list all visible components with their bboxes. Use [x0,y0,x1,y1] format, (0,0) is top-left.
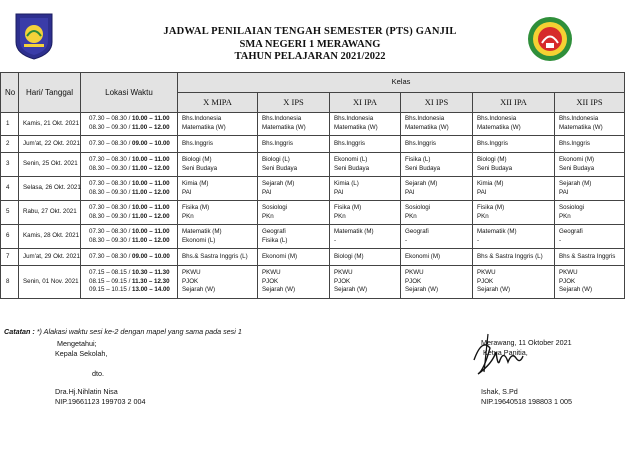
row-day: Senin, 25 Okt. 2021 [19,153,81,177]
subject-text: Bhs.Indonesia [559,115,599,123]
subject-text: Fisika (M) [477,203,505,211]
row-time [81,201,178,225]
place-date: Merawang, 11 Oktober 2021 [481,338,572,347]
row-number: 1 [1,113,19,136]
subject-text: Bhs.Inggris [405,139,436,147]
header-no: No [1,73,19,113]
subject-text: Matematika (W) [182,124,226,131]
time-range: 07.30 – 08.30 / [89,139,133,147]
table-row [1,153,625,177]
subject-cell [555,266,625,299]
row-number: 3 [1,153,19,177]
subject-cell [178,153,258,177]
subject-cell [473,266,555,299]
subject-text: Bhs.Indonesia [405,115,445,123]
header-day: Hari/ Tanggal [19,73,81,113]
time-range-alt: 11.30 – 12.30 [132,277,170,285]
header-class-x-ips: X IPS [258,93,330,113]
subject-text: PAI [262,188,272,196]
subject-cell [330,266,401,299]
subject-text: PKWU [405,269,424,277]
subject-text: Bhs.Indonesia [262,115,302,123]
subject-cell [473,153,555,177]
subject-cell [473,177,555,201]
time-slot [89,180,173,189]
subject-text: Kimia (L) [334,179,359,187]
subject-cell [330,113,401,136]
subject-text: Fisika (L) [405,155,431,163]
time-range: 08.15 – 09.15 / [89,277,133,285]
subject-text: - [559,236,562,244]
time-slot [89,189,173,198]
header-time: Lokasi Waktu [81,73,178,113]
subject-text: Matematik (M) [182,227,222,235]
subject-cell [258,266,330,299]
time-range: 07.30 – 08.30 / [89,179,133,187]
notes-section [0,318,600,450]
subject-text: Bhs.Indonesia [334,115,374,123]
subject-text: Bhs.Inggris [477,139,508,147]
subject-cell [401,113,473,136]
subject-text: Sejarah (W) [559,286,593,294]
subject-text: Sosiologi [262,203,288,211]
time-slot [89,124,173,133]
subject-text: Biologi (M) [334,252,364,260]
time-range-alt: 10.30 – 11.30 [132,269,170,277]
row-day: Rabu, 27 Okt. 2021 [19,201,81,225]
subject-text: Geografi [262,227,286,235]
time-range-alt: 10.00 – 11.00 [132,179,170,187]
subject-text: Sejarah (W) [262,286,296,294]
time-range-alt: 10.00 – 11.00 [132,155,170,163]
subject-text: PAI [334,188,344,196]
row-number: 5 [1,201,19,225]
subject-cell [473,136,555,153]
subject-text: PAI [477,188,487,196]
subject-text: PJOK [405,277,422,285]
subject-cell [555,153,625,177]
subject-text: Biologi (M) [477,155,507,163]
time-range: 08.30 – 09.30 / [89,212,133,220]
subject-text: PKn [262,212,274,220]
time-range: 07.30 – 08.30 / [89,252,133,260]
row-day: Selasa, 26 Okt. 2021 [19,177,81,201]
subject-text: Seni Budaya [559,164,595,172]
subject-cell [401,266,473,299]
subject-cell [258,249,330,266]
subject-text: Bhs.& Sastra Inggris (L) [182,252,248,260]
time-slot [89,115,173,124]
subject-text: Sejarah (M) [262,179,295,187]
subject-text: Bhs & Sastra Inggris (L) [477,252,543,260]
subject-cell [258,225,330,249]
subject-text: PKWU [559,269,578,277]
subject-cell [555,249,625,266]
subject-cell [330,201,401,225]
subject-cell [555,113,625,136]
time-slot [89,156,173,165]
subject-text: PJOK [262,277,279,285]
subject-text: Seni Budaya [405,164,441,172]
subject-cell [330,153,401,177]
subject-text: Biologi (M) [182,155,212,163]
subject-text: Matematika (W) [334,124,378,131]
subject-text: PJOK [477,277,494,285]
table-row [1,266,625,299]
subject-text: Bhs.Inggris [559,139,590,147]
subject-cell [555,177,625,201]
subject-text: Sosiologi [405,203,431,211]
time-range: 07.30 – 08.30 / [89,227,133,235]
subject-text: Kimia (M) [182,179,209,187]
subject-cell [330,225,401,249]
subject-text: Biologi (L) [262,155,290,163]
header-class-xi-ips: XI IPS [401,93,473,113]
time-range: 08.30 – 09.30 / [89,164,133,172]
subject-cell [401,249,473,266]
subject-text: PKn [559,212,571,220]
subject-text: Bhs.Inggris [262,139,293,147]
time-range-alt: 11.00 – 12.00 [132,236,170,244]
subject-text: Ekonomi (M) [559,155,595,163]
subject-text: Matematik (M) [334,227,374,235]
subject-cell [178,249,258,266]
time-range-alt: 11.00 – 12.00 [132,212,170,220]
row-time [81,266,178,299]
time-slot [89,140,173,149]
subject-text: PKWU [262,269,281,277]
subject-text: Fisika (M) [334,203,362,211]
subject-cell [330,136,401,153]
subject-text: Ekonomi (L) [182,236,216,244]
subject-cell [258,201,330,225]
time-slot [89,286,173,295]
subject-text: Sejarah (W) [334,286,368,294]
subject-cell [473,113,555,136]
subject-text: PJOK [334,277,351,285]
time-slot [89,228,173,237]
time-range-alt: 13.00 – 14.00 [132,286,170,294]
row-time [81,249,178,266]
subject-cell [178,177,258,201]
subject-cell [258,177,330,201]
row-number: 6 [1,225,19,249]
time-slot [89,237,173,246]
subject-text: Matematika (W) [477,124,521,131]
subject-text: Sejarah (W) [182,286,216,294]
subject-text: Sejarah (M) [405,179,438,187]
catatan-label: Catatan : [4,327,35,336]
row-day: Senin, 01 Nov. 2021 [19,266,81,299]
row-day: Jum'at, 29 Okt. 2021 [19,249,81,266]
subject-text: Bhs.Indonesia [182,115,222,123]
subject-text: PKWU [182,269,201,277]
row-time [81,177,178,201]
row-number: 2 [1,136,19,153]
regency-emblem-icon [14,12,54,60]
time-range: 08.30 – 09.30 / [89,124,133,131]
subject-text: Matematika (W) [559,124,603,131]
subject-text: Seni Budaya [477,164,513,172]
subject-cell [330,249,401,266]
document-header [0,0,600,72]
subject-text: PJOK [559,277,576,285]
title-line-1: JADWAL PENILAIAN TENGAH SEMESTER (PTS) GANJIL [163,26,457,37]
committee-chair-title: Ketua Panitia, [483,348,528,357]
row-time [81,153,178,177]
time-range-alt: 11.00 – 12.00 [132,188,170,196]
time-slot [89,278,173,287]
subject-text: Sejarah (W) [405,286,439,294]
time-range-alt: 10.00 – 11.00 [132,115,170,123]
dto-text: dto. [92,369,104,378]
catatan-text: *) Alakasi waktu sesi ke-2 dengan mapel yang sama pada sesi 1 [34,327,242,336]
subject-text: - [477,236,480,244]
row-number: 4 [1,177,19,201]
subject-text: Ekonomi (M) [262,252,298,260]
time-slot [89,213,173,222]
kepala-sekolah-text: Kepala Sekolah, [55,349,108,358]
subject-text: - [405,236,408,244]
header-kelas: Kelas [178,73,625,93]
schedule-table [0,72,625,299]
table-row [1,113,625,136]
subject-text: Geografi [559,227,583,235]
subject-cell [401,136,473,153]
time-range: 08.30 – 09.30 / [89,188,133,196]
catatan-note [4,327,242,336]
time-slot [89,253,173,262]
table-row [1,136,625,153]
subject-text: PJOK [182,277,199,285]
subject-text: Fisika (L) [262,236,288,244]
subject-text: Sejarah (M) [559,179,592,187]
time-range-alt: 11.00 – 12.00 [132,164,170,172]
row-time [81,113,178,136]
subject-text: Matematika (W) [262,124,306,131]
time-range: 07.30 – 08.30 / [89,155,133,163]
header-class-xii-ips: XII IPS [555,93,625,113]
time-range: 08.30 – 09.30 / [89,236,133,244]
subject-cell [178,136,258,153]
subject-cell [473,201,555,225]
subject-text: Seni Budaya [262,164,298,172]
time-range-alt: 09.00 – 10.00 [132,252,170,260]
subject-text: Ekonomi (L) [334,155,368,163]
subject-text: Kimia (M) [477,179,504,187]
subject-cell [473,225,555,249]
subject-cell [178,225,258,249]
subject-text: PKWU [334,269,353,277]
time-slot [89,165,173,174]
subject-cell [178,113,258,136]
subject-text: PAI [405,188,415,196]
principal-name: Dra.Hj.Nihlatin Nisa [55,387,118,396]
subject-text: Sejarah (W) [477,286,511,294]
subject-text: Bhs.Indonesia [477,115,517,123]
subject-text: Matematika (W) [405,124,449,131]
time-range-alt: 11.00 – 12.00 [132,124,170,131]
header-class-xii-ipa: XII IPA [473,93,555,113]
table-row [1,225,625,249]
time-range: 07.15 – 08.15 / [89,269,133,277]
subject-text: Seni Budaya [334,164,370,172]
title-line-3: TAHUN PELAJARAN 2021/2022 [234,51,386,62]
subject-cell [330,177,401,201]
chair-name: Ishak, S.Pd [481,387,518,396]
subject-text: PKWU [477,269,496,277]
header-class-x-mipa: X MIPA [178,93,258,113]
subject-cell [473,249,555,266]
time-range: 09.15 – 10.15 / [89,286,133,294]
subject-text: Bhs.Inggris [182,139,213,147]
schedule-body [1,113,625,299]
subject-text: Matematik (M) [477,227,517,235]
time-range-alt: 10.00 – 11.00 [132,227,170,235]
principal-nip: NIP.19661123 199703 2 004 [55,397,146,406]
title-line-2: SMA NEGERI 1 MERAWANG [239,39,381,50]
subject-cell [258,153,330,177]
row-day: Kamis, 28 Okt. 2021 [19,225,81,249]
header-class-xi-ipa: XI IPA [330,93,401,113]
table-row [1,201,625,225]
subject-cell [555,225,625,249]
subject-text: PKn [182,212,194,220]
subject-text: PAI [559,188,569,196]
subject-cell [555,136,625,153]
subject-cell [258,136,330,153]
subject-cell [401,201,473,225]
school-emblem-icon [527,16,573,62]
time-range-alt: 10.00 – 11.00 [132,203,170,211]
subject-text: PKn [334,212,346,220]
row-day: Jum'at, 22 Okt. 2021 [19,136,81,153]
subject-text: Sosiologi [559,203,585,211]
subject-cell [555,201,625,225]
subject-text: Seni Budaya [182,164,218,172]
subject-cell [178,201,258,225]
time-range: 07.30 – 08.30 / [89,115,133,123]
row-time [81,136,178,153]
table-row [1,177,625,201]
subject-text: Bhs.Inggris [334,139,365,147]
time-range: 07.30 – 08.30 / [89,203,133,211]
row-day: Kamis, 21 Okt. 2021 [19,113,81,136]
mengetahui-text: Mengetahui; [57,339,97,348]
subject-cell [401,177,473,201]
subject-text: PAI [182,188,192,196]
subject-text: Bhs & Sastra Inggris [559,252,616,260]
subject-text: PKn [477,212,489,220]
subject-text: PKn [405,212,417,220]
row-number: 8 [1,266,19,299]
time-slot [89,269,173,278]
row-number: 7 [1,249,19,266]
subject-cell [258,113,330,136]
time-range-alt: 09.00 – 10.00 [132,139,170,147]
subject-text: Fisika (M) [182,203,210,211]
chair-nip: NIP.19640518 198803 1 005 [481,397,572,406]
subject-text: - [334,236,337,244]
time-slot [89,204,173,213]
row-time [81,225,178,249]
subject-cell [401,153,473,177]
subject-text: Ekonomi (M) [405,252,441,260]
table-row [1,249,625,266]
subject-cell [178,266,258,299]
subject-cell [401,225,473,249]
subject-text: Geografi [405,227,429,235]
